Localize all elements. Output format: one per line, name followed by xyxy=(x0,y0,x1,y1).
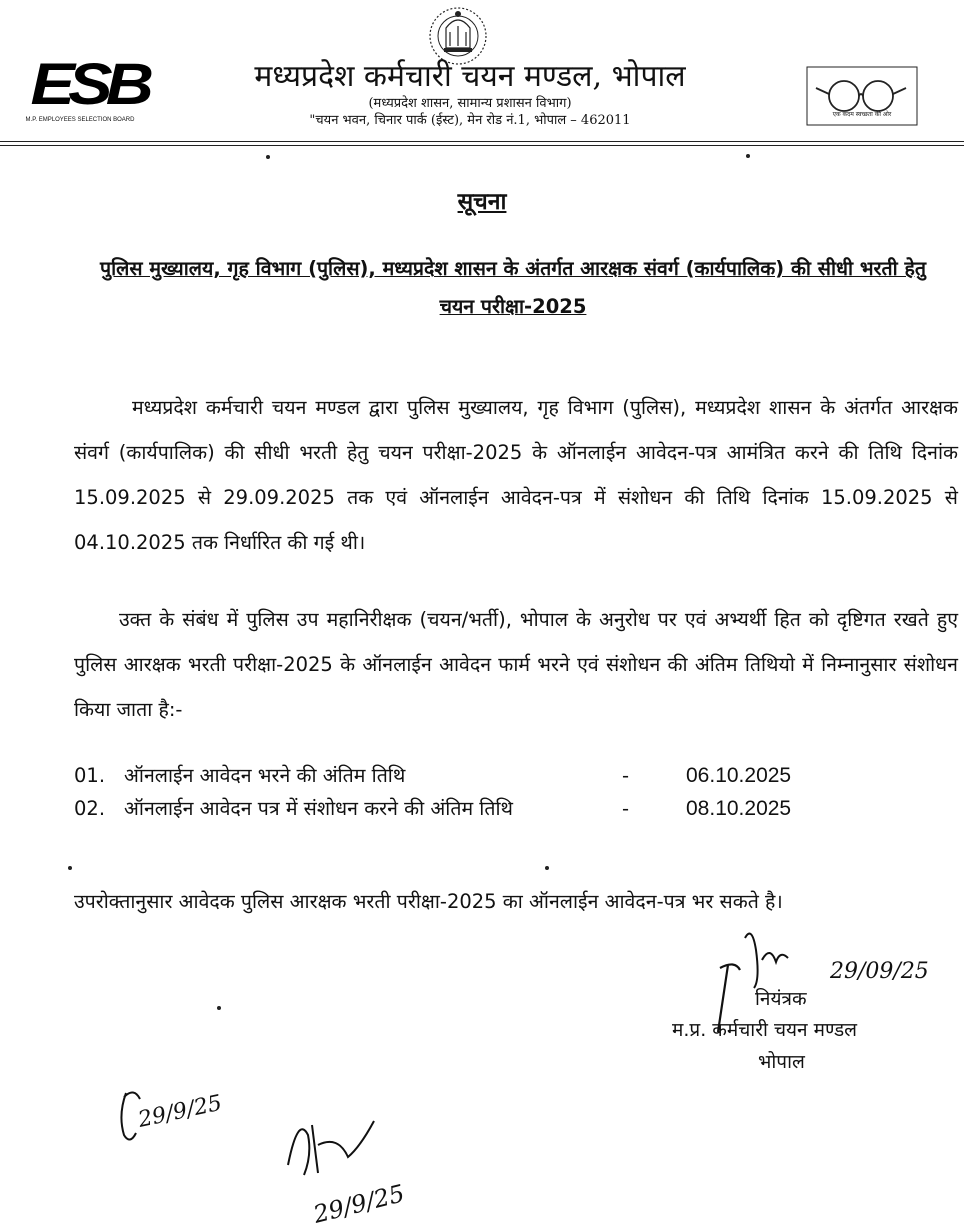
row-date: 06.10.2025 xyxy=(686,764,792,787)
row-label: ऑनलाईन आवेदन भरने की अंतिम तिथि xyxy=(124,764,406,787)
row-number: 02. xyxy=(74,797,106,820)
esb-logo-caption: M.P. EMPLOYEES SELECTION BOARD xyxy=(25,117,135,123)
header-divider-thin xyxy=(0,145,964,146)
row-dash: - xyxy=(622,797,630,820)
header-divider xyxy=(0,141,964,142)
notice-closing: उपरोक्तानुसार आवेदक पुलिस आरक्षक भरती परीक्षा-2025 का ऑनलाईन आवेदन-पत्र भर सकते है। xyxy=(74,890,783,913)
speck xyxy=(266,155,270,159)
initials-mark-2 xyxy=(268,1095,468,1231)
signature-date: 29/09/25 xyxy=(830,959,929,984)
date-row xyxy=(74,759,958,793)
row-date: 08.10.2025 xyxy=(686,797,792,820)
date-row xyxy=(74,792,958,826)
speck xyxy=(746,154,750,158)
org-department: (मध्यप्रदेश शासन, सामान्य प्रशासन विभाग) xyxy=(368,96,572,111)
speck xyxy=(545,866,549,870)
signatory-city: भोपाल xyxy=(758,1051,805,1073)
row-dash: - xyxy=(622,764,630,787)
org-address: "चयन भवन, चिनार पार्क (ईस्ट), मेन रोड नं.1, भोपाल – 462011 xyxy=(309,113,631,128)
initials-date-2: 29/9/25 xyxy=(310,1179,408,1229)
row-label: ऑनलाईन आवेदन पत्र में संशोधन करने की अंतिम तिथि xyxy=(124,797,513,820)
initials-mark-1 xyxy=(110,1075,250,1155)
row-number: 01. xyxy=(74,764,106,787)
initials-date-1: 29/9/25 xyxy=(136,1090,225,1133)
esb-logo-text: ESB xyxy=(30,52,147,117)
signatory-org: म.प्र. कर्मचारी चयन मण्डल xyxy=(672,1019,858,1041)
notice-subject: पुलिस मुख्यालय, गृह विभाग (पुलिस), मध्यप्रदेश शासन के अंतर्गत आरक्षक संवर्ग (कार्यपालिक) की सीधी भरती हेतु चयन परीक्षा-2025 xyxy=(100,257,926,318)
org-name: मध्यप्रदेश कर्मचारी चयन मण्डल, भोपाल xyxy=(254,59,686,94)
swachh-caption: एक कदम स्वच्छता की ओर xyxy=(832,111,892,118)
speck xyxy=(68,866,72,870)
notice-heading: सूचना xyxy=(457,189,507,215)
notice-paragraph-1: मध्यप्रदेश कर्मचारी चयन मण्डल द्वारा पुलिस मुख्यालय, गृह विभाग (पुलिस), मध्यप्रदेश शासन के अंतर्गत आरक्षक संवर्ग (कार्यपालिक) की सीधी भरती हेतु चयन परीक्षा-2025 के ऑनलाईन आवेदन-पत्र आमंत्रित करने की तिथि दिनांक 15.09.2025 से 29.09.2025 तक एवं ऑनलाईन आवेदन-पत्र में संशोधन की तिथि दिनांक 15.09.2025 से 04.10.2025 तक निर्धारित की गई थी। xyxy=(74,396,958,554)
signatory-title: नियंत्रक xyxy=(755,988,807,1010)
national-emblem-icon xyxy=(420,2,496,66)
speck xyxy=(217,1006,221,1010)
notice-paragraph-2: उक्त के संबंध में पुलिस उप महानिरीक्षक (चयन/भर्ती), भोपाल के अनुरोध पर एवं अभ्यर्थी हित को दृष्टिगत रखते हुए पुलिस आरक्षक भरती परीक्षा-2025 के ऑनलाईन आवेदन फार्म भरने एवं संशोधन की अंतिम तिथियो में निम्नानुसार संशोधन किया जाता है:- xyxy=(74,608,958,721)
